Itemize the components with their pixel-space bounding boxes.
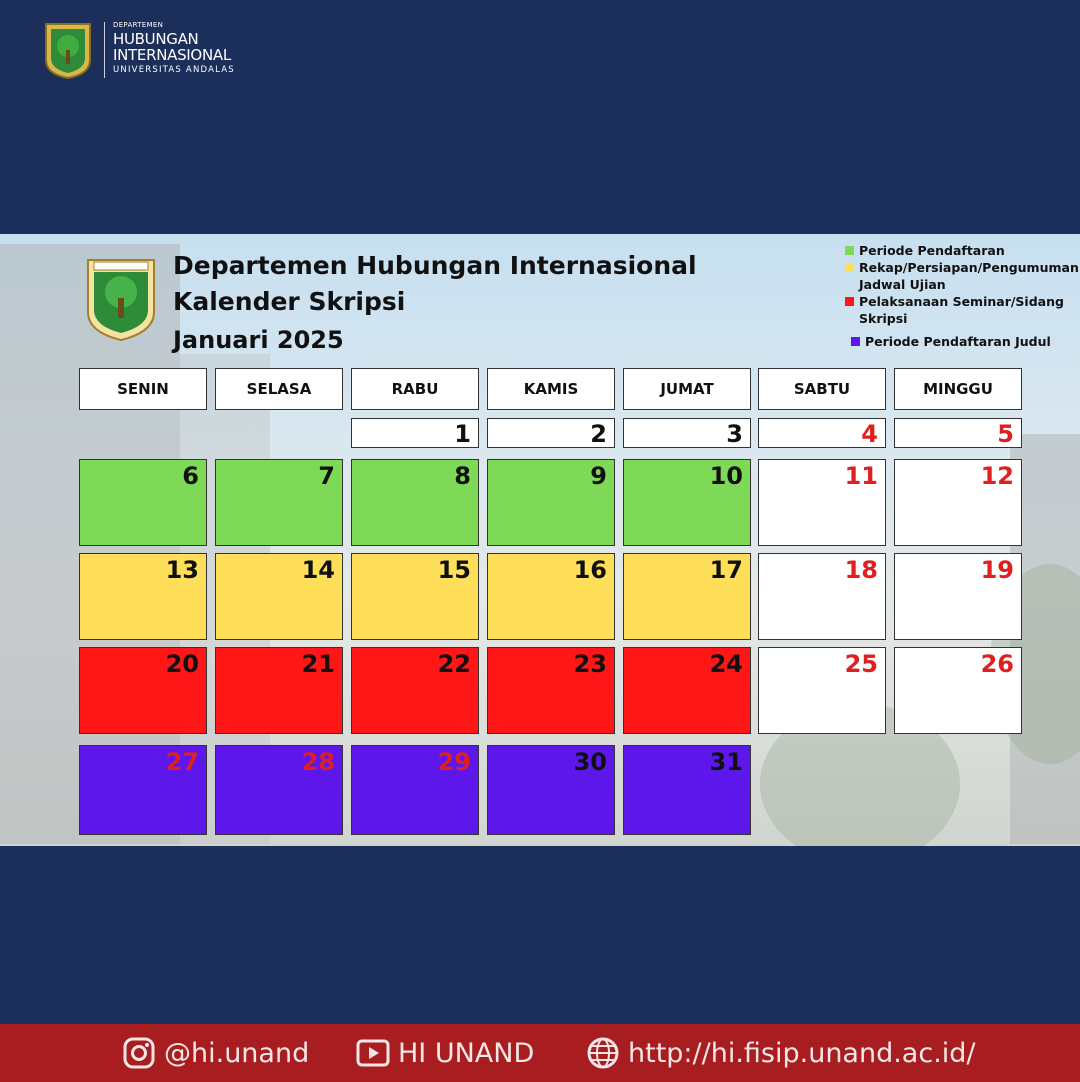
calendar-day: 22 bbox=[351, 647, 479, 734]
university-emblem bbox=[84, 254, 158, 342]
department-wordmark bbox=[113, 22, 235, 75]
calendar-day: 30 bbox=[487, 745, 615, 835]
instagram-icon bbox=[122, 1036, 156, 1070]
header-divider bbox=[104, 22, 105, 78]
weekday-header: JUMAT bbox=[623, 368, 751, 410]
instagram-link[interactable] bbox=[122, 1036, 309, 1070]
calendar-day: 24 bbox=[623, 647, 751, 734]
calendar-day: 8 bbox=[351, 459, 479, 546]
calendar-panel bbox=[0, 234, 1080, 846]
page-subtitle: Kalender Skripsi bbox=[173, 287, 406, 316]
calendar-day: 27 bbox=[79, 745, 207, 835]
weekday-header: MINGGU bbox=[894, 368, 1022, 410]
legend-label: Pelaksanaan Seminar/Sidang Skripsi bbox=[859, 294, 1064, 326]
calendar-day: 15 bbox=[351, 553, 479, 640]
legend-label: Periode Pendaftaran bbox=[859, 243, 1005, 258]
university-name: UNIVERSITAS ANDALAS bbox=[113, 65, 235, 75]
calendar-day: 12 bbox=[894, 459, 1022, 546]
weekday-header: SENIN bbox=[79, 368, 207, 410]
calendar-day: 1 bbox=[351, 418, 479, 448]
calendar-day: 14 bbox=[215, 553, 343, 640]
legend-item bbox=[845, 242, 1080, 259]
calendar-day: 19 bbox=[894, 553, 1022, 640]
legend bbox=[845, 242, 1080, 350]
legend-swatch bbox=[845, 263, 854, 272]
legend-label: Rekap/Persiapan/Pengumuman Jadwal Ujian bbox=[859, 260, 1079, 292]
calendar-day: 10 bbox=[623, 459, 751, 546]
legend-swatch bbox=[845, 246, 854, 255]
calendar-day: 20 bbox=[79, 647, 207, 734]
instagram-handle: @hi.unand bbox=[164, 1037, 310, 1069]
youtube-link[interactable] bbox=[356, 1036, 534, 1070]
calendar-day: 17 bbox=[623, 553, 751, 640]
weekday-header: SABTU bbox=[758, 368, 886, 410]
legend-swatch bbox=[851, 337, 860, 346]
university-logo bbox=[42, 20, 94, 80]
dept-name-line2: INTERNASIONAL bbox=[113, 46, 231, 64]
calendar-day: 9 bbox=[487, 459, 615, 546]
calendar-day: 6 bbox=[79, 459, 207, 546]
calendar-day: 4 bbox=[758, 418, 886, 448]
calendar-day: 23 bbox=[487, 647, 615, 734]
website-link[interactable] bbox=[586, 1036, 976, 1070]
youtube-icon bbox=[356, 1036, 390, 1070]
calendar-day: 21 bbox=[215, 647, 343, 734]
dept-small-label: DEPARTEMEN bbox=[113, 21, 164, 29]
weekday-header: KAMIS bbox=[487, 368, 615, 410]
calendar-day: 16 bbox=[487, 553, 615, 640]
page-title: Departemen Hubungan Internasional bbox=[173, 251, 697, 280]
legend-label: Periode Pendaftaran Judul bbox=[865, 334, 1051, 349]
calendar-day: 29 bbox=[351, 745, 479, 835]
calendar-day: 3 bbox=[623, 418, 751, 448]
calendar-day: 7 bbox=[215, 459, 343, 546]
calendar-day: 11 bbox=[758, 459, 886, 546]
calendar-day: 13 bbox=[79, 553, 207, 640]
footer-bar bbox=[0, 1024, 1080, 1082]
calendar-day: 25 bbox=[758, 647, 886, 734]
calendar-day: 26 bbox=[894, 647, 1022, 734]
legend-swatch bbox=[845, 297, 854, 306]
calendar-day: 28 bbox=[215, 745, 343, 835]
calendar-day: 18 bbox=[758, 553, 886, 640]
legend-item bbox=[845, 333, 1080, 350]
calendar-day: 5 bbox=[894, 418, 1022, 448]
calendar-day: 2 bbox=[487, 418, 615, 448]
globe-icon bbox=[586, 1036, 620, 1070]
calendar-day: 31 bbox=[623, 745, 751, 835]
website-url: http://hi.fisip.unand.ac.id/ bbox=[628, 1037, 976, 1069]
weekday-header: SELASA bbox=[215, 368, 343, 410]
legend-item bbox=[845, 293, 1080, 327]
weekday-header: RABU bbox=[351, 368, 479, 410]
dept-name-line1: HUBUNGAN bbox=[113, 30, 199, 48]
month-label: Januari 2025 bbox=[173, 326, 344, 354]
legend-item bbox=[845, 259, 1080, 293]
youtube-channel: HI UNAND bbox=[398, 1037, 535, 1069]
